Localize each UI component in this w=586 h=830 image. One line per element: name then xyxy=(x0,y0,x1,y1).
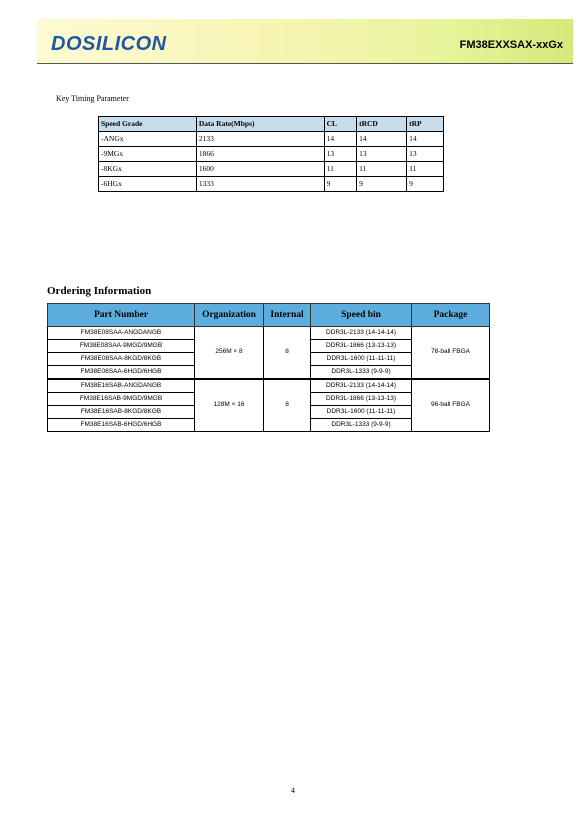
ordering-row xyxy=(48,379,490,393)
timing-col-trp: tRP xyxy=(407,117,444,132)
timing-cell-data-rate: 1866 xyxy=(196,147,324,162)
timing-cell-trp: 11 xyxy=(407,162,444,177)
ordering-col-speed-bin: Speed bin xyxy=(311,304,412,327)
page-number: 4 xyxy=(291,786,295,795)
timing-cell-speed-grade: -6HGx xyxy=(99,177,197,192)
ordering-cell-part-number: FM38E16SAB-6HGD/6HGB xyxy=(48,419,195,432)
timing-cell-data-rate: 1600 xyxy=(196,162,324,177)
ordering-cell-part-number: FM38E08SAA-6HGD/6HGB xyxy=(48,366,195,380)
document-id: FM38EXXSAX-xxGx xyxy=(459,39,563,51)
ordering-table-body xyxy=(48,327,490,432)
timing-col-speed-grade: Speed Grade xyxy=(99,117,197,132)
page-header xyxy=(37,19,573,63)
ordering-cell-speed-bin: DDR3L-2133 (14-14-14) xyxy=(311,379,412,393)
ordering-cell-part-number: FM38E08SAA-9MGD/9MGB xyxy=(48,340,195,353)
timing-row xyxy=(99,177,444,192)
ordering-cell-part-number: FM38E16SAB-ANGDANGB xyxy=(48,379,195,393)
ordering-cell-part-number: FM38E08SAA-8KGD/8KGB xyxy=(48,353,195,366)
ordering-col-part-number: Part Number xyxy=(48,304,195,327)
timing-section-label: Key Timing Parameter xyxy=(56,94,129,103)
header-divider xyxy=(37,63,573,64)
ordering-cell-speed-bin: DDR3L-1333 (9-9-9) xyxy=(311,366,412,380)
ordering-cell-package: 96-ball FBGA xyxy=(412,379,490,432)
timing-cell-data-rate: 1333 xyxy=(196,177,324,192)
ordering-cell-package: 78-ball FBGA xyxy=(412,327,490,380)
ordering-row xyxy=(48,327,490,340)
timing-cell-trp: 9 xyxy=(407,177,444,192)
timing-cell-trp: 14 xyxy=(407,132,444,147)
timing-cell-trcd: 11 xyxy=(357,162,407,177)
ordering-table xyxy=(47,303,490,432)
timing-col-cl: CL xyxy=(324,117,356,132)
timing-cell-cl: 14 xyxy=(324,132,356,147)
timing-cell-trcd: 13 xyxy=(357,147,407,162)
timing-cell-cl: 11 xyxy=(324,162,356,177)
ordering-col-internal: Internal xyxy=(264,304,311,327)
ordering-cell-speed-bin: DDR3L-1866 (13-13-13) xyxy=(311,393,412,406)
timing-col-data-rate: Data Rate(Mbps) xyxy=(196,117,324,132)
ordering-cell-internal: 8 xyxy=(264,379,311,432)
ordering-cell-part-number: FM38E08SAA-ANGDANGB xyxy=(48,327,195,340)
timing-cell-data-rate: 2133 xyxy=(196,132,324,147)
timing-cell-speed-grade: -ANGx xyxy=(99,132,197,147)
timing-cell-cl: 13 xyxy=(324,147,356,162)
timing-cell-trcd: 14 xyxy=(357,132,407,147)
timing-cell-trcd: 9 xyxy=(357,177,407,192)
timing-cell-trp: 13 xyxy=(407,147,444,162)
ordering-col-organization: Organization xyxy=(195,304,264,327)
timing-row xyxy=(99,162,444,177)
ordering-cell-speed-bin: DDR3L-2133 (14-14-14) xyxy=(311,327,412,340)
timing-col-trcd: tRCD xyxy=(357,117,407,132)
timing-table-body xyxy=(99,132,444,192)
ordering-header-row xyxy=(48,304,490,327)
company-logo: DOSILICON xyxy=(51,33,167,55)
ordering-section-title: Ordering Information xyxy=(47,285,152,297)
timing-table xyxy=(98,116,444,192)
ordering-cell-part-number: FM38E16SAB-9MGD/9MGB xyxy=(48,393,195,406)
ordering-cell-speed-bin: DDR3L-1600 (11-11-11) xyxy=(311,406,412,419)
timing-cell-cl: 9 xyxy=(324,177,356,192)
ordering-cell-speed-bin: DDR3L-1600 (11-11-11) xyxy=(311,353,412,366)
ordering-col-package: Package xyxy=(412,304,490,327)
timing-header-row xyxy=(99,117,444,132)
ordering-cell-organization: 128M × 16 xyxy=(195,379,264,432)
ordering-cell-internal: 8 xyxy=(264,327,311,380)
ordering-cell-speed-bin: DDR3L-1866 (13-13-13) xyxy=(311,340,412,353)
timing-cell-speed-grade: -8KGx xyxy=(99,162,197,177)
timing-cell-speed-grade: -9MGx xyxy=(99,147,197,162)
timing-row xyxy=(99,132,444,147)
timing-row xyxy=(99,147,444,162)
ordering-cell-part-number: FM38E16SAB-8KGD/8KGB xyxy=(48,406,195,419)
ordering-cell-organization: 256M × 8 xyxy=(195,327,264,380)
ordering-cell-speed-bin: DDR3L-1333 (9-9-9) xyxy=(311,419,412,432)
